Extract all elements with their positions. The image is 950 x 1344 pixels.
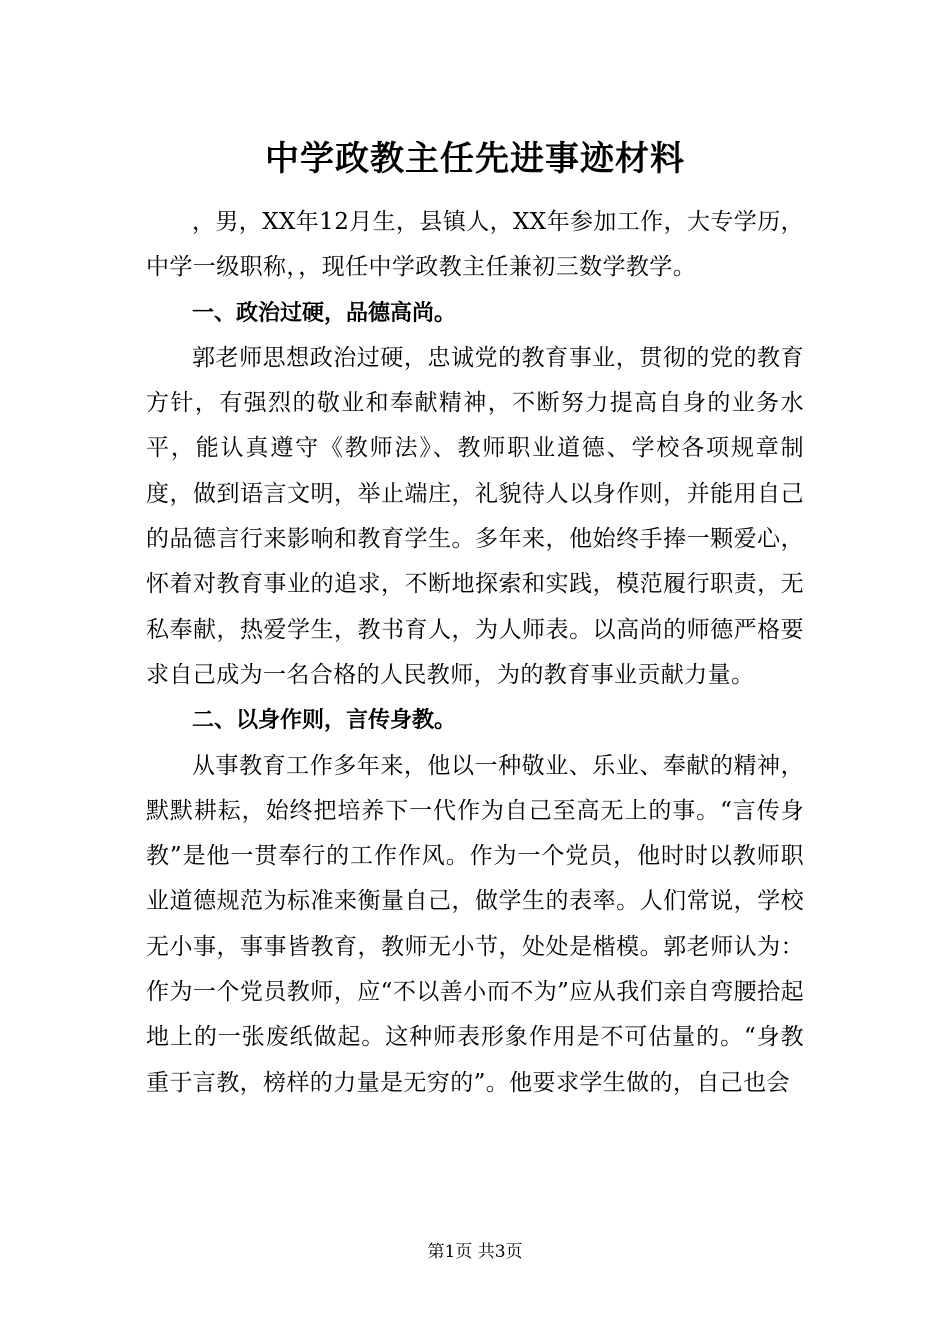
section-heading-2: 二、以身作则，言传身教。	[192, 708, 457, 734]
page-number-footer: 第1页 共3页	[427, 1242, 523, 1262]
intro-paragraph: ，男，XX年12月生，县镇人，XX年参加工作，大专学历，中学一级职称，，现任中学政教主任兼初三数学教学。	[146, 209, 804, 281]
section-2-paragraph: 从事教育工作多年来，他以一种敬业、乐业、奉献的精神，默默耕耘，始终把培养下一代作为自己至高无上的事。“言传身教”是他一贯奉行的工作作风。作为一个党员，他时时以教师职业道德规范为标准来衡量自己，做学生的表率。人们常说，学校无小事，事事皆教育，教师无小节，处处是楷模。郭老师认为：作为一个党员教师，应“不以善小而不为”应从我们亲自弯腰拾起地上的一张废纸做起。这种师表形象作用是不可估量的。“身教重于言教，榜样的力量是无穷的”。他要求学生做的，自己也会	[146, 752, 804, 1096]
document-body	[146, 200, 804, 1106]
section-1-paragraph: 郭老师思想政治过硬，忠诚党的教育事业，贯彻的党的教育方针，有强烈的敬业和奉献精神，不断努力提高自身的业务水平，能认真遵守《教师法》、教师职业道德、学校各项规章制度，做到语言文明，举止端庄，礼貌待人以身作则，并能用自己的品德言行来影响和教育学生。多年来，他始终手捧一颗爱心，怀着对教育事业的追求，不断地探索和实践，模范履行职责，无私奉献，热爱学生，教书育人，为人师表。以高尚的师德严格要求自己成为一名合格的人民教师，为的教育事业贡献力量。	[146, 344, 804, 688]
section-heading-1: 一、政治过硬，品德高尚。	[192, 300, 457, 326]
document-title: 中学政教主任先进事迹材料	[265, 139, 685, 179]
